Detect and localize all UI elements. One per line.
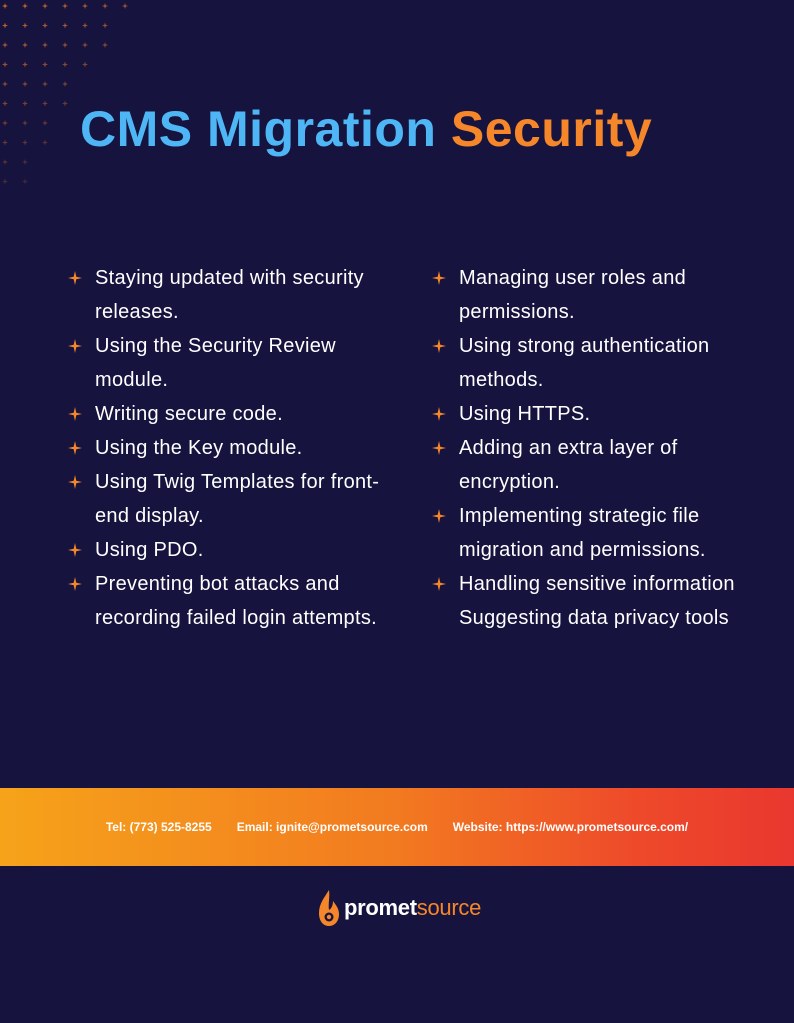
decorative-sparkle-dot: [2, 62, 8, 68]
sparkle-bullet-icon: [68, 339, 82, 353]
decorative-sparkle-dot: [102, 3, 108, 9]
footer-email: Email: ignite@prometsource.com: [236, 820, 428, 834]
decorative-sparkle-dot: [2, 3, 8, 9]
decorative-sparkle-dot: [62, 81, 68, 87]
decorative-sparkle-dot: [42, 101, 48, 107]
list-item: [66, 261, 406, 329]
sparkle-bullet-icon: [432, 407, 446, 421]
list-item-text: Handling sensitive information: [459, 573, 735, 595]
decorative-sparkle-dot: [62, 23, 68, 29]
decorative-sparkle-dot: [2, 120, 8, 126]
sparkle-bullet-icon: [432, 339, 446, 353]
list-item-text: Using HTTPS.: [459, 403, 591, 425]
list-item: [430, 499, 750, 567]
list-item: [66, 431, 406, 465]
list-item-text: Using strong authentication methods.: [459, 335, 710, 391]
decorative-sparkle-dot: [82, 42, 88, 48]
decorative-sparkle-dot: [2, 179, 8, 185]
sparkle-bullet-icon: [68, 441, 82, 455]
logo-text-promet: promet: [344, 895, 417, 920]
page-title: [80, 100, 652, 158]
decorative-sparkle-dot: [42, 42, 48, 48]
decorative-sparkle-dot: [122, 3, 128, 9]
list-item-text: Adding an extra layer of encryption.: [459, 437, 678, 493]
security-list-left: [66, 261, 406, 635]
decorative-sparkle-dot: [82, 23, 88, 29]
decorative-sparkle-dot: [22, 140, 28, 146]
decorative-sparkle-dot: [42, 120, 48, 126]
decorative-sparkle-dot: [22, 42, 28, 48]
footer-website: Website: https://www.prometsource.com/: [452, 820, 689, 834]
decorative-sparkle-dot: [22, 120, 28, 126]
logo-wordmark: [344, 895, 481, 921]
list-item-text: Using Twig Templates for front-end display.: [95, 471, 380, 527]
list-item: [430, 329, 750, 397]
contact-footer-bar: [0, 788, 794, 866]
decorative-sparkle-dot: [22, 101, 28, 107]
list-item: [430, 397, 750, 431]
sparkle-bullet-icon: [68, 271, 82, 285]
decorative-sparkle-dot: [82, 3, 88, 9]
list-item: [66, 465, 406, 533]
decorative-sparkle-dot: [42, 3, 48, 9]
list-item-text: Implementing strategic file migration and permissions.: [459, 505, 706, 561]
decorative-sparkle-dot: [22, 62, 28, 68]
list-item: [430, 431, 750, 499]
decorative-sparkle-dot: [102, 23, 108, 29]
decorative-sparkle-dot: [2, 23, 8, 29]
sparkle-bullet-icon: [68, 475, 82, 489]
decorative-sparkle-dot: [22, 81, 28, 87]
decorative-sparkle-dot: [102, 42, 108, 48]
decorative-sparkle-dot: [62, 42, 68, 48]
decorative-sparkle-dot: [22, 159, 28, 165]
list-item: [66, 397, 406, 431]
decorative-sparkle-dot: [62, 62, 68, 68]
decorative-sparkle-dot: [22, 3, 28, 9]
sparkle-bullet-icon: [68, 543, 82, 557]
security-list-right: [430, 261, 750, 635]
title-part-orange: Security: [450, 101, 653, 157]
decorative-sparkle-dot: [62, 3, 68, 9]
decorative-sparkle-dot: [42, 81, 48, 87]
decorative-sparkle-dot: [82, 62, 88, 68]
list-item-text: Using PDO.: [95, 539, 204, 561]
list-item: [430, 601, 750, 635]
list-item: [66, 329, 406, 397]
sparkle-bullet-icon: [432, 509, 446, 523]
decorative-sparkle-dot: [42, 62, 48, 68]
logo-text-source: source: [416, 895, 481, 920]
decorative-sparkle-dot: [2, 81, 8, 87]
flame-icon: [318, 889, 340, 927]
sparkle-bullet-icon: [432, 441, 446, 455]
decorative-sparkle-dot: [2, 42, 8, 48]
list-item-text: Preventing bot attacks and recording failed login attempts.: [95, 573, 377, 629]
list-item-text: Managing user roles and permissions.: [459, 267, 687, 323]
list-item: [66, 567, 406, 635]
decorative-sparkle-dot: [2, 159, 8, 165]
decorative-sparkle-dot: [22, 179, 28, 185]
footer-phone: Tel: (773) 525-8255: [105, 820, 212, 834]
decorative-sparkle-dot: [62, 101, 68, 107]
decorative-sparkle-dot: [2, 101, 8, 107]
sparkle-bullet-icon: [68, 407, 82, 421]
decorative-sparkle-dot: [42, 140, 48, 146]
list-item: [430, 567, 750, 601]
sparkle-bullet-icon: [432, 577, 446, 591]
list-item-text: Staying updated with security releases.: [95, 267, 364, 323]
decorative-sparkle-dot: [42, 23, 48, 29]
list-item-text: Using the Key module.: [95, 437, 303, 459]
list-item-text: Suggesting data privacy tools: [459, 607, 729, 629]
list-item: [66, 533, 406, 567]
promet-source-logo: [318, 889, 481, 927]
sparkle-bullet-icon: [68, 577, 82, 591]
decorative-sparkle-dot: [2, 140, 8, 146]
list-item: [430, 261, 750, 329]
list-item-text: Using the Security Review module.: [95, 335, 336, 391]
list-item-text: Writing secure code.: [95, 403, 283, 425]
decorative-sparkle-dot: [22, 23, 28, 29]
sparkle-bullet-icon: [432, 271, 446, 285]
title-part-blue: CMS Migration: [80, 101, 437, 157]
